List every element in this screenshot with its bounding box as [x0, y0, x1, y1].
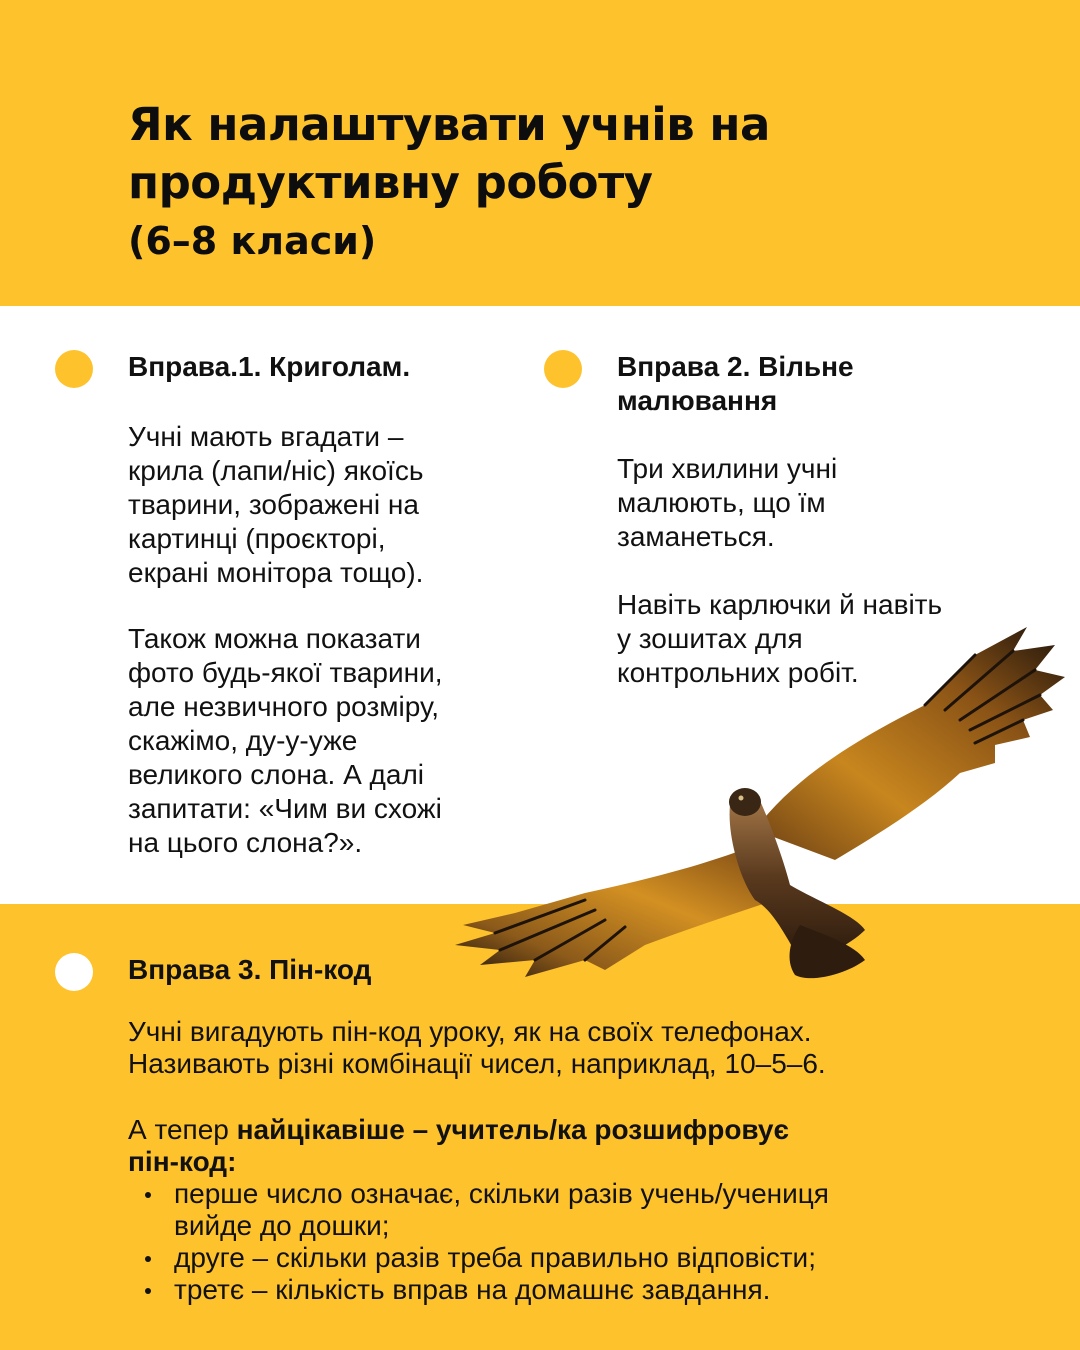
text-line: Три хвилини учні [617, 453, 838, 484]
text-line: друге – скільки разів треба правильно відповісти; [174, 1242, 816, 1273]
text-line: картинці (проєкторі, [128, 523, 386, 554]
text-line: заманеться. [617, 521, 775, 552]
text-line: скажімо, ду-у-уже [128, 725, 358, 756]
text-prefix: А тепер [128, 1114, 237, 1145]
eagle-illustration-icon [455, 615, 1070, 985]
exercise-2-paragraph-1 [617, 452, 837, 554]
exercise-1-paragraph-1 [128, 420, 423, 590]
emphasis-text: пін-код: [128, 1146, 237, 1177]
exercise-2-bullet-icon [544, 350, 582, 388]
exercise-3-paragraph-2 [128, 1114, 789, 1178]
text-line: екрані монітора тощо). [128, 557, 424, 588]
heading-line: Вправа 2. Вільне [617, 351, 854, 382]
text-line: Навіть карлючки й навіть [617, 589, 943, 620]
list-item [128, 1178, 829, 1242]
text-line: перше число означає, скільки разів учень/учениця [174, 1178, 829, 1209]
bullet-dot-icon [145, 1288, 151, 1294]
text-line: у зошитах для [617, 623, 803, 654]
bullet-dot-icon [145, 1256, 151, 1262]
title-line-1: Як налаштувати учнів на [128, 98, 770, 151]
emphasis-text: найцікавіше – учитель/ка розшифровує [236, 1114, 789, 1145]
text-line: запитати: «Чим ви схожі [128, 793, 442, 824]
list-item [128, 1274, 829, 1306]
pin-code-list [128, 1178, 829, 1306]
page-subtitle: (6–8 класи) [128, 219, 377, 263]
heading-line: малювання [617, 385, 778, 416]
exercise-2-heading [617, 350, 854, 418]
exercise-3-heading: Вправа 3. Пін-код [128, 954, 372, 985]
list-item [128, 1242, 829, 1274]
text-line: третє – кількість вправ на домашнє завдання. [174, 1274, 771, 1305]
text-line: на цього слона?». [128, 827, 363, 858]
text-line: малюють, що їм [617, 487, 826, 518]
page-title [128, 96, 1028, 212]
text-line: але незвичного розміру, [128, 691, 439, 722]
text-line: вийде до дошки; [174, 1210, 390, 1241]
text-line: фото будь-якої тварини, [128, 657, 443, 688]
bullet-dot-icon [145, 1192, 151, 1198]
text-line: Учні вигадують пін-код уроку, як на своїх телефонах. [128, 1016, 812, 1047]
title-line-2: продуктивну роботу [128, 156, 653, 209]
exercise-1-bullet-icon [55, 350, 93, 388]
text-line: великого слона. А далі [128, 759, 425, 790]
text-line: крила (лапи/ніс) якоїсь [128, 455, 424, 486]
exercise-1-heading: Вправа.1. Криголам. [128, 351, 411, 382]
text-line: контрольних робіт. [617, 657, 859, 688]
exercise-3-paragraph-1 [128, 1016, 826, 1080]
text-line [128, 1114, 789, 1146]
exercise-1-paragraph-2 [128, 622, 443, 860]
text-line: Учні мають вгадати – [128, 421, 404, 452]
text-line: Називають різні комбінації чисел, наприклад, 10–5–6. [128, 1048, 826, 1079]
text-line: тварини, зображені на [128, 489, 419, 520]
text-line: Також можна показати [128, 623, 421, 654]
exercise-3-bullet-icon [55, 953, 93, 991]
